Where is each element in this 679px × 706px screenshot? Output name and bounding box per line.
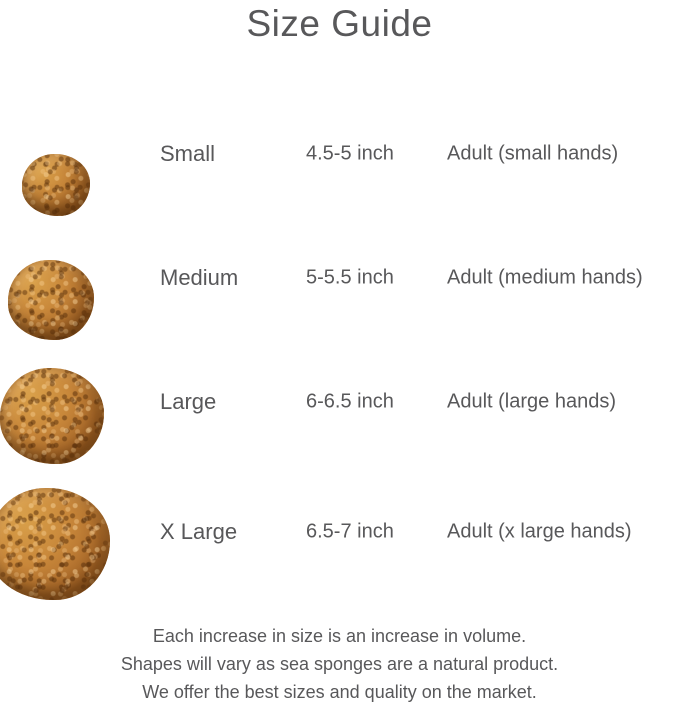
size-measurement: 6.5-7 inch (306, 520, 394, 543)
table-row (0, 92, 679, 216)
sponge-image-cell (0, 464, 140, 600)
size-measurement: 4.5-5 inch (306, 142, 394, 165)
sponge-image-large (0, 368, 104, 464)
footer-line-3: We offer the best sizes and quality on the market. (142, 682, 537, 702)
size-table (0, 92, 679, 600)
sponge-image-medium (8, 260, 94, 340)
size-label: Small (160, 141, 216, 166)
size-fit: Adult (large hands) (447, 390, 616, 413)
size-label: X Large (160, 519, 238, 544)
size-measurement: 5-5.5 inch (306, 266, 394, 289)
sponge-image-cell (0, 340, 140, 464)
sponge-image-x-large (0, 488, 110, 600)
size-label: Large (160, 389, 217, 414)
page-title: Size Guide (246, 3, 433, 44)
table-row (0, 464, 679, 600)
sponge-image-cell (0, 92, 140, 216)
size-label: Medium (160, 265, 239, 290)
table-row (0, 340, 679, 464)
footer-note (0, 622, 679, 706)
sponge-image-cell (0, 216, 140, 340)
size-fit: Adult (small hands) (447, 142, 619, 165)
table-row (0, 216, 679, 340)
sponge-image-small (22, 154, 90, 216)
size-fit: Adult (x large hands) (447, 520, 632, 543)
size-fit: Adult (medium hands) (447, 266, 643, 289)
footer-line-2: Shapes will vary as sea sponges are a natural product. (120, 654, 559, 674)
size-measurement: 6-6.5 inch (306, 390, 394, 413)
footer-line-1: Each increase in size is an increase in volume. (152, 626, 527, 646)
